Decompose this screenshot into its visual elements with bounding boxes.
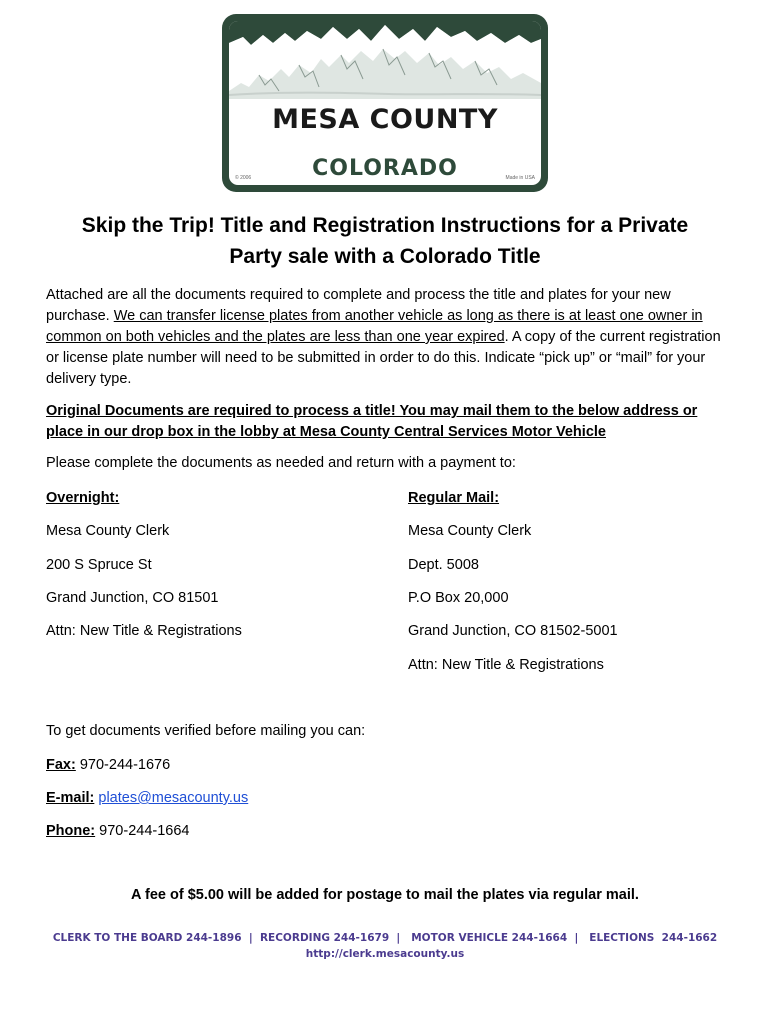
original-documents-notice: Original Documents are required to process a title! You may mail them to the below address or place in our drop box in the lobby at Mesa County Central Services Motor Vehicle	[46, 403, 698, 440]
license-plate	[222, 14, 548, 192]
regular-mail-heading: Regular Mail:	[408, 490, 500, 506]
overnight-line-3: Grand Junction, CO 81501	[46, 590, 219, 606]
regular-mail-line-5: Attn: New Title & Registrations	[408, 657, 604, 673]
postage-fee-notice: A fee of $5.00 will be added for postage to mail the plates via regular mail.	[131, 887, 639, 903]
intro-underlined-text: We can transfer license plates from another vehicle as long as there is at least one owner in common on both vehicles and the plates are less than one year expired	[46, 308, 703, 345]
regular-mail-line-2: Dept. 5008	[408, 557, 479, 573]
plate-face	[229, 21, 541, 185]
fax-line	[46, 755, 170, 776]
plate-county-text: MESA COUNTY	[272, 104, 498, 135]
intro-text-2: . A copy of the current registration or license plate number will need to be submitted in order to do this. Indicate “pick up” or “mail” for your delivery type.	[46, 329, 721, 387]
verify-intro: To get documents verified before mailing you can:	[46, 723, 366, 739]
mesa-county-plate-logo	[222, 14, 548, 192]
overnight-line-2: 200 S Spruce St	[46, 557, 152, 573]
fax-label: Fax:	[46, 757, 76, 773]
please-complete-text: Please complete the documents as needed and return with a payment to:	[46, 455, 516, 471]
phone-label: Phone:	[46, 823, 96, 839]
overnight-line-1: Mesa County Clerk	[46, 523, 170, 539]
plate-fine-print-left: © 2006	[235, 175, 252, 181]
phone-line	[46, 821, 189, 842]
overnight-line-4: Attn: New Title & Registrations	[46, 623, 242, 639]
phone-number: 970-244-1664	[99, 823, 190, 839]
regular-mail-line-1: Mesa County Clerk	[408, 523, 532, 539]
footer	[0, 930, 770, 962]
footer-phone-numbers: CLERK TO THE BOARD 244-1896 | RECORDING 244-1679 | MOTOR VEHICLE 244-1664 | ELECTIONS 244-1662	[52, 932, 718, 944]
regular-mail-line-4: Grand Junction, CO 81502-5001	[408, 623, 618, 639]
footer-website-link[interactable]: http://clerk.mesacounty.us	[305, 948, 465, 960]
email-line	[46, 788, 248, 809]
email-link[interactable]: plates@mesacounty.us	[98, 790, 249, 806]
intro-paragraph	[46, 285, 736, 390]
page-title-line-2: Party sale with a Colorado Title	[229, 245, 541, 268]
intro-text-1: Attached are all the documents required to complete and process the title and plates for your new purchase.	[46, 287, 671, 324]
overnight-heading: Overnight:	[46, 490, 120, 506]
plate-fine-print-right: Made in USA	[505, 175, 535, 181]
regular-mail-line-3: P.O Box 20,000	[408, 590, 509, 606]
email-label: E-mail:	[46, 790, 95, 806]
page-title	[40, 210, 730, 272]
fax-number: 970-244-1676	[79, 757, 171, 773]
plate-state-text: COLORADO	[312, 156, 458, 181]
page-title-line-1: Skip the Trip! Title and Registration Instructions for a Private	[81, 214, 689, 237]
